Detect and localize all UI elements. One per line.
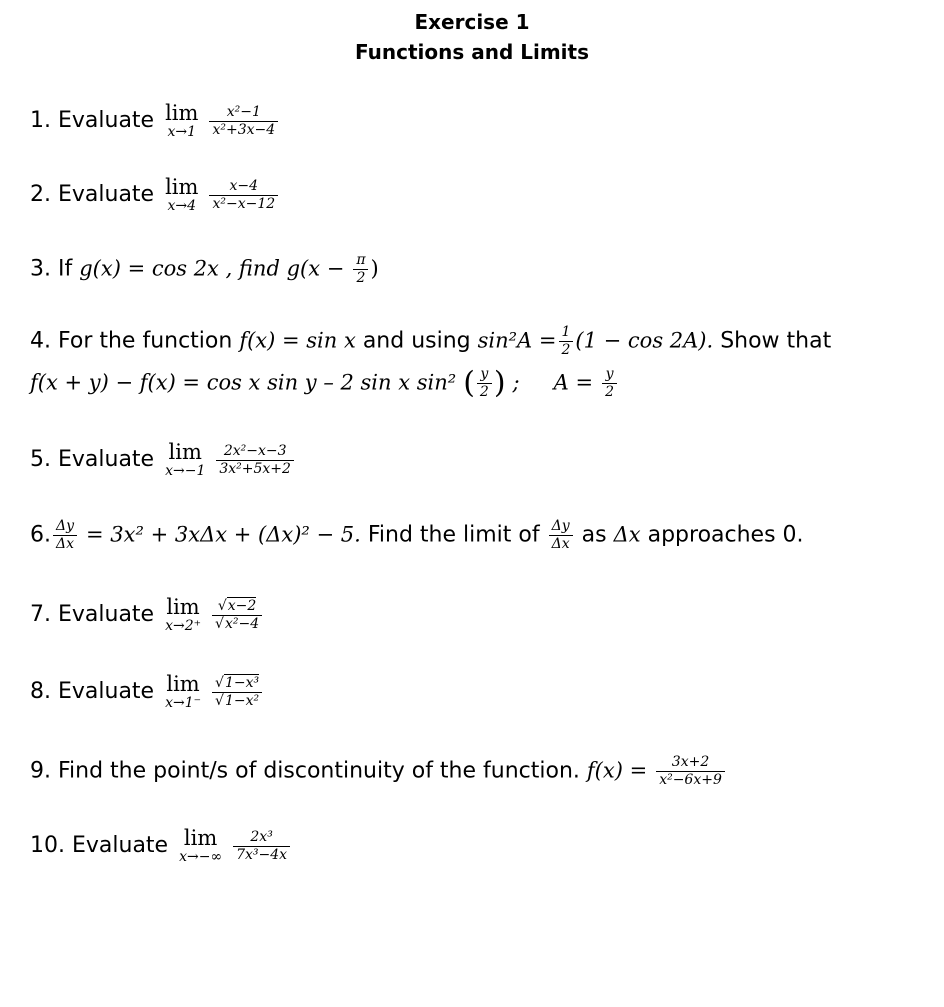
separator: ; <box>512 370 520 395</box>
denominator: 7x³−4x <box>233 846 290 864</box>
fraction <box>477 366 492 401</box>
numerator: y <box>480 366 489 382</box>
limit-operator <box>179 827 222 865</box>
denominator: 2 <box>353 269 368 287</box>
question-2 <box>30 176 280 214</box>
text-segment: as <box>581 522 607 548</box>
math-expression: A = <box>553 370 594 395</box>
question-label: 4. For the function <box>30 328 233 354</box>
closing-paren: ) <box>370 256 379 281</box>
denominator: x²−x−12 <box>209 195 278 213</box>
page-title: Exercise 1 <box>414 10 530 34</box>
radicand: x−2 <box>227 597 257 614</box>
question-label: 2. Evaluate <box>30 182 155 207</box>
fraction <box>209 178 278 213</box>
denominator: Δx <box>549 535 573 553</box>
left-paren: ( <box>463 365 475 401</box>
math-expression: f(x) = <box>586 758 648 783</box>
question-8 <box>30 673 264 711</box>
limit-operator <box>165 673 201 711</box>
fraction <box>559 324 574 359</box>
denominator: 2 <box>602 383 617 401</box>
question-label: 3. If <box>30 256 73 282</box>
fraction <box>602 366 617 401</box>
text-segment: Show that <box>720 328 832 354</box>
denominator: 3x²+5x+2 <box>216 460 294 478</box>
question-9 <box>30 754 727 789</box>
fraction <box>212 675 262 710</box>
math-expression: f(x) = sin x <box>239 328 356 353</box>
math-expression: f(x + y) − f(x) = cos x sin y – 2 sin x sin² <box>30 370 457 395</box>
question-1 <box>30 102 280 140</box>
lim-subscript: x→4 <box>167 198 197 214</box>
text-segment: approaches 0. <box>647 522 804 548</box>
lim-subscript: x→1⁻ <box>165 695 202 711</box>
numerator: Δy <box>56 518 75 534</box>
lim-word: lim <box>165 175 199 199</box>
limit-operator <box>165 441 205 479</box>
denominator: 2 <box>559 341 574 359</box>
question-label: 8. Evaluate <box>30 679 155 704</box>
fraction <box>233 829 290 864</box>
fraction <box>216 443 294 478</box>
question-label: 10. Evaluate <box>30 833 169 858</box>
math-expression: g(x) = cos 2x , find g(x − <box>79 256 345 281</box>
numerator: 2x²−x−3 <box>223 442 287 459</box>
text-segment: Find the limit of <box>367 522 540 548</box>
numerator: √x−2 <box>217 597 257 614</box>
fraction <box>212 598 262 633</box>
lim-subscript: x→2⁺ <box>165 618 202 634</box>
fraction <box>53 518 77 553</box>
limit-operator <box>165 102 198 140</box>
fraction <box>549 518 573 553</box>
numerator: 1 <box>561 324 571 340</box>
denominator: 2 <box>477 383 492 401</box>
math-variable: Δx <box>613 522 641 547</box>
question-5 <box>30 441 296 479</box>
lim-word: lim <box>165 101 199 125</box>
fraction <box>656 754 725 789</box>
radicand: x²−4 <box>224 615 260 632</box>
numerator: 2x³ <box>250 828 273 845</box>
numerator: 3x+2 <box>671 754 710 770</box>
lim-subscript: x→−1 <box>165 463 206 479</box>
radicand: 1−x³ <box>224 674 260 691</box>
fraction <box>209 104 278 139</box>
denominator: x²−6x+9 <box>656 771 725 789</box>
numerator: √1−x³ <box>215 674 260 691</box>
page-subtitle: Functions and Limits <box>354 40 590 64</box>
denominator: x²+3x−4 <box>209 121 278 139</box>
question-6 <box>30 518 804 553</box>
lim-subscript: x→−∞ <box>179 849 223 865</box>
question-7 <box>30 596 264 634</box>
denominator: Δx <box>53 535 77 553</box>
question-4-line-2 <box>30 366 619 401</box>
limit-operator <box>165 596 201 634</box>
text-segment: and using <box>362 328 471 354</box>
question-3 <box>30 252 379 287</box>
numerator: π <box>356 252 366 268</box>
fraction <box>353 252 368 287</box>
numerator: x−4 <box>229 177 259 194</box>
radicand: 1−x² <box>224 692 260 709</box>
math-expression: (1 − cos 2A). <box>575 328 714 353</box>
lim-word: lim <box>168 440 202 464</box>
numerator: Δy <box>551 518 570 534</box>
lim-word: lim <box>166 595 200 619</box>
denominator: √1−x² <box>212 692 262 710</box>
lim-word: lim <box>183 826 218 850</box>
right-paren: ) <box>493 365 506 401</box>
denominator: √x²−4 <box>212 615 262 633</box>
numerator: x²−1 <box>226 103 261 120</box>
math-expression: sin²A = <box>477 328 557 353</box>
question-label: 6. <box>30 522 51 548</box>
question-label: 7. Evaluate <box>30 602 155 627</box>
question-label: 5. Evaluate <box>30 447 155 472</box>
math-expression: = 3x² + 3xΔx + (Δx)² − 5. <box>86 522 361 547</box>
question-4 <box>30 324 831 359</box>
question-label: 9. Find the point/s of discontinuity of the function. <box>30 758 580 784</box>
lim-word: lim <box>166 672 200 696</box>
limit-operator <box>165 176 198 214</box>
lim-subscript: x→1 <box>167 124 197 140</box>
question-10 <box>30 827 292 865</box>
question-label: 1. Evaluate <box>30 108 155 133</box>
numerator: y <box>605 366 614 382</box>
